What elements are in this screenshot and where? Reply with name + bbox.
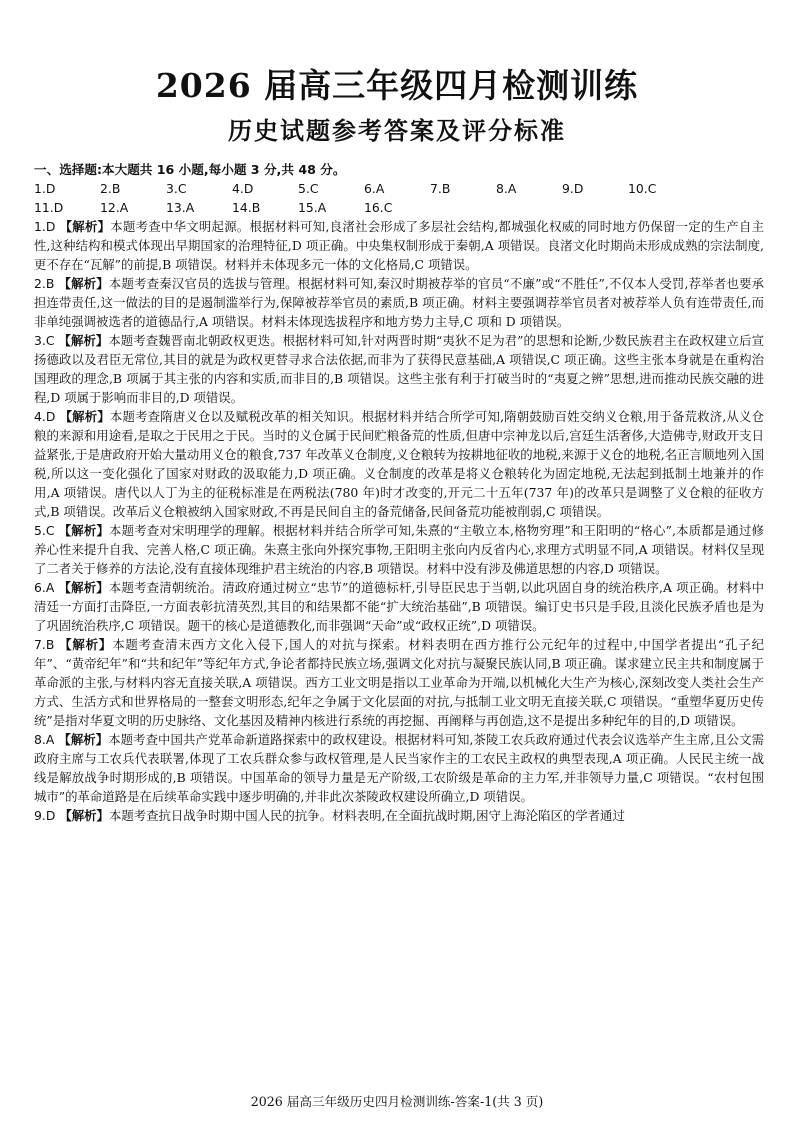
analysis-tag: 【解析】 — [59, 808, 109, 823]
answer-row-2 — [34, 198, 764, 217]
answer-key: 3.C — [166, 181, 187, 196]
item-number: 6.A — [34, 580, 55, 595]
explanation-item-1 — [34, 217, 764, 274]
item-number: 2.B — [34, 276, 55, 291]
analysis-tag: 【解析】 — [58, 276, 109, 291]
answer-key: 6.A — [364, 181, 385, 196]
analysis-tag: 【解析】 — [58, 523, 110, 538]
explanation-item-6 — [34, 578, 764, 635]
explanation-item-9 — [34, 806, 764, 825]
item-number: 1.D — [34, 219, 56, 234]
item-number: 7.B — [34, 637, 55, 652]
explanation-item-3 — [34, 331, 764, 407]
page-title: 2026 届高三年级四月检测训练 — [155, 66, 639, 105]
answer-key: 14.B — [232, 200, 261, 215]
analysis-tag: 【解析】 — [59, 219, 111, 234]
answer-key: 11.D — [34, 200, 64, 215]
answer-key: 8.A — [496, 181, 517, 196]
item-text: 本题考查中华文明起源。根据材料可知,良渚社会形成了多层社会结构,都城强化权威的同时地方仍保留一定的生产自主性,这种结构和模式体现出早期国家的治理特征,D 项正确。中央集权制形成于秦朝,A 项错误。良渚文化时期尚未形成成熟的宗法制度,更不存在“瓦解”的前提,B 项错误。材料并未体现多元一体的文化格局,C 项错误。 — [34, 219, 764, 272]
analysis-tag: 【解析】 — [58, 637, 113, 652]
answer-key: 15.A — [298, 200, 327, 215]
item-text: 本题考查清末西方文化入侵下,国人的对抗与探索。材料表明在西方推行公元纪年的过程中,中国学者提出“孔子纪年”、“黄帝纪年”和“共和纪年”等纪年方式,争论者都持民族立场,强调文化对抗与凝聚民族认同,B 项正确。谋求建立民主共和制度属于革命派的主张,与材料内容无直接关联,A 项错误。西方工业文明是指以工业革命为开端,以机械化大生产为核心,深刻改变人类社会生产方式、生活方式和世界格局的一整套文明形态,纪年之争属于文化层面的对抗,与抵制工业文明无直接关联,C 项错误。“重塑华夏历史传统”是指对华夏文明的历史脉络、文化基因及精神内核进行系统的再挖掘、再阐释与再创造,这不是提出多种纪年的目的,D 项错误。 — [34, 637, 765, 728]
page-subtitle: 历史试题参考答案及评分标准 — [228, 116, 566, 145]
explanation-item-4 — [34, 407, 764, 521]
answer-key: 16.C — [364, 200, 393, 215]
section-heading: 一、选择题:本大题共 16 小题,每小题 3 分,共 48 分。 — [34, 162, 346, 177]
answer-key: 5.C — [298, 181, 319, 196]
answer-key: 2.B — [100, 181, 121, 196]
page-footer: 2026 届高三年级历史四月检测训练-答案-1(共 3 页) — [250, 1094, 544, 1109]
item-number: 9.D — [34, 808, 56, 823]
item-number: 5.C — [34, 523, 55, 538]
content-area — [34, 160, 764, 825]
answer-key: 12.A — [100, 200, 129, 215]
answer-key: 9.D — [562, 181, 584, 196]
analysis-tag: 【解析】 — [58, 333, 109, 348]
item-text: 本题考查秦汉官员的选拔与管理。根据材料可知,秦汉时期被荐举的官员“不廉”或“不胜任”,不仅本人受罚,荐举者也要承担连带责任,这一做法的目的是遏制滥举行为,保障被荐举官员的素质,B 项正确。材料主要强调荐举官员者对被荐举人负有连带责任,而非单纯强调被选者的道德品行,A 项错误。材料未体现选拔程序和地方势力主导,C 项和 D 项错误。 — [34, 276, 765, 329]
item-text: 本题考查中国共产党革命新道路探索中的政权建设。根据材料可知,茶陵工农兵政府通过代表会议选举产生主席,且公文需政府主席与工农兵代表联署,体现了工农兵群众参与政权管理,是人民当家作主的工农民主政权的典型表现,A 项正确。人民民主统一战线是解放战争时期形成的,B 项错误。中国革命的领导力量是无产阶级,工农阶级是革命的主力军,并非领导力量,C 项错误。“农村包围城市”的革命道路是在后续革命实践中逐步明确的,并非此次茶陵政权建设所确立,D 项错误。 — [34, 732, 764, 804]
explanation-item-8 — [34, 730, 764, 806]
answer-key: 13.A — [166, 200, 195, 215]
analysis-tag: 【解析】 — [58, 580, 109, 595]
item-number: 8.A — [34, 732, 55, 747]
answer-key: 7.B — [430, 181, 451, 196]
item-number: 3.C — [34, 333, 55, 348]
item-text: 本题考查魏晋南北朝政权更迭。根据材料可知,针对两晋时期“夷狄不足为君”的思想和论断,少数民族君主在政权建立后宣扬德政以及君臣无常位,其目的就是为政权更替寻求合法依据,而非为了获得民意基础,A 项错误,C 项正确。这些主张本身就是在重构治国理政的理念,B 项属于其主张的内容和实质,而非目的,B 项错误。这些主张有利于打破当时的“夷夏之辨”思想,进而推动民族交融的进程,D 项属于影响而非目的,D 项错误。 — [34, 333, 765, 405]
analysis-tag: 【解析】 — [58, 732, 109, 747]
item-text: 本题考查清朝统治。清政府通过树立“忠节”的道德标杆,引导臣民忠于当朝,以此巩固自身的统治秩序,A 项正确。材料中清廷一方面打击降臣,一方面表彰抗清英烈,其目的和结果都不能“扩大统治基础”,B 项错误。编订史书只是手段,且淡化民族矛盾也是为了巩固统治秩序,C 项错误。题干的核心是道德教化,而非强调“天命”或“政权正统”,D 项错误。 — [34, 580, 765, 633]
answer-row-1 — [34, 179, 764, 198]
item-text: 本题考查隋唐义仓以及赋税改革的相关知识。根据材料并结合所学可知,隋朝鼓励百姓交纳义仓粮,用于备荒救济,从义仓粮的来源和用途看,是取之于民用之于民。当时的义仓属于民间贮粮备荒的性质,但唐中宗神龙以后,宫廷生活奢侈,大造佛寺,财政开支日益紧张,于是唐政府开始大量动用义仓的粮食,737 年改革义仓制度,义仓粮转为按耕地征收的地税,来源于义仓的地税,名正言顺地列入国税,所以这一变化强化了国家对财政的汲取能力,D 项正确。义仓制度的改革是将义仓粮转化为固定地税,无法起到抵制土地兼并的作用,A 项错误。唐代以人丁为主的征税标准是在两税法(780 年)时才改变的,开元二十五年(737 年)的改革只是调整了义仓粮的征收方式,B 项错误。改革后义仓粮被纳入国家财政,不再是民间自主的备荒储备,民间备荒功能被削弱,C 项错误。 — [34, 409, 764, 519]
analysis-tag: 【解析】 — [59, 409, 110, 424]
explanation-item-5 — [34, 521, 764, 578]
answer-key: 4.D — [232, 181, 254, 196]
explanation-item-2 — [34, 274, 764, 331]
item-number: 4.D — [34, 409, 56, 424]
answer-key: 10.C — [628, 181, 657, 196]
explanation-item-7 — [34, 635, 764, 730]
answer-key: 1.D — [34, 181, 56, 196]
item-text: 本题考查抗日战争时期中国人民的抗争。材料表明,在全面抗战时期,困守上海沦陷区的学者通过 — [108, 808, 625, 823]
item-text: 本题考查对宋明理学的理解。根据材料并结合所学可知,朱熹的“主敬立本,格物穷理”和王阳明的“格心”,本质都是通过修养心性来提升自我、完善人格,C 项正确。朱熹主张向外探究事物,王阳明主张向内反省内心,求理方式明显不同,A 项错误。材料仅呈现了二者关于修养的方法论,没有直接体现维护君主统治的内容,B 项错误。材料中没有涉及佛道思想的内容,D 项错误。 — [34, 523, 765, 576]
